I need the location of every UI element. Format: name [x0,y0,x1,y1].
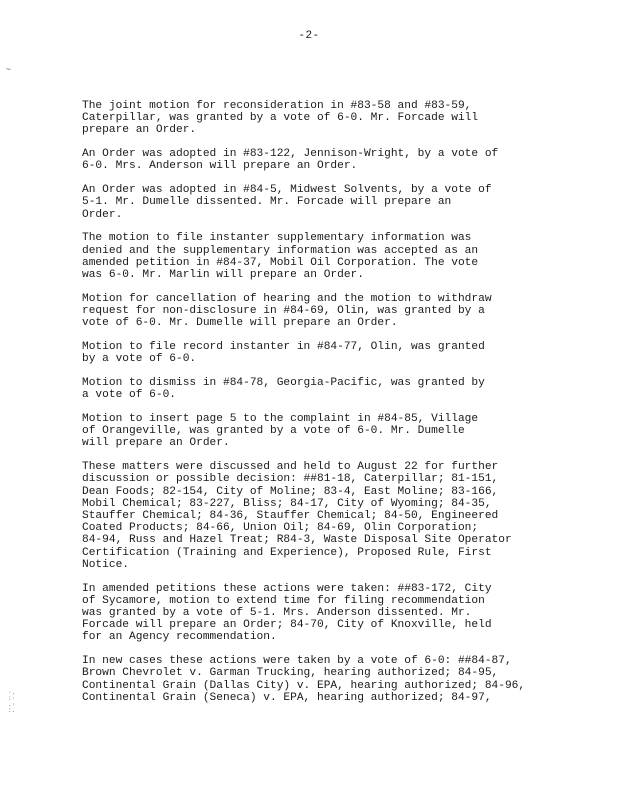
paragraph-amended-petitions: In amended petitions these actions were taken: ##83-172, City of Sycamore, motion to extend time for filing recommendation was granted by a vote of 5-1. Mrs. Anderson dissented. Mr. Forcade will prepare an Order; 84-70, City of Knoxville, held for an Agency recommendation. [82,582,492,644]
document-body [82,100,532,716]
scan-speckle: ·. :· .· :. [8,689,16,714]
margin-mark: ~ [6,66,11,75]
paragraph-olin-record: Motion to file record instanter in #84-77, Olin, was granted by a vote of 6-0. [82,341,485,366]
paragraph-orangeville: Motion to insert page 5 to the complaint in #84-85, Village of Orangeville, was granted by a vote of 6-0. Mr. Dumelle will prepare an Order. [82,413,479,450]
page-number: -2- [298,30,320,42]
paragraph-new-cases: In new cases these actions were taken by a vote of 6-0: ##84-87, Brown Chevrolet v. Garman Trucking, hearing authorized; 84-95, Continental Grain (Dallas City) v. EPA, hearing authorized; 84-96, Continental Grain (Seneca) v. EPA, hearing authorized; 84-97, [82,655,526,704]
paragraph-jennison-wright: An Order was adopted in #83-122, Jennison-Wright, by a vote of 6-0. Mrs. Anderson will prepare an Order. [82,148,499,173]
paragraph-caterpillar-reconsideration: The joint motion for reconsideration in #83-58 and #83-59, Caterpillar, was granted by a vote of 6-0. Mr. Forcade will prepare an Order. [82,100,479,137]
paragraph-olin-cancellation: Motion for cancellation of hearing and the motion to withdraw request for non-disclosure in #84-69, Olin, was granted by a vote of 6-0. Mr. Dumelle will prepare an Order. [82,292,492,330]
paragraph-midwest-solvents: An Order was adopted in #84-5, Midwest Solvents, by a vote of 5-1. Mr. Dumelle dissented. Mr. Forcade will prepare an Order. [82,184,492,221]
paragraph-mobil-oil: The motion to file instanter supplementary information was denied and the supplementary information was accepted as an amended petition in #84-37, Mobil Oil Corporation. The vote was 6-0. Mr. Marlin will prepare an Order. [82,232,479,282]
paragraph-held-matters: These matters were discussed and held to August 22 for further discussion or possible decision: ##81-18, Caterpillar; 81-151, Dean Foods; 82-154, City of Moline; 83-4, East Moline; 83-166, Mobil Chemical; 83-227, Bliss; 84-17, City of Wyoming; 84-35, Stauffer Chemical; 84-36, Stauffer Chemical; 84-50, Engineered Coated Products; 84-66, Union Oil; 84-69, Olin Corporation; 84-94, Russ and Hazel Treat; R84-3, Waste Disposal Site Operator Certification (Training and Experience), Proposed Rule, First Notice. [82,461,512,571]
paragraph-georgia-pacific: Motion to dismiss in #84-78, Georgia-Pacific, was granted by a vote of 6-0. [82,377,485,402]
